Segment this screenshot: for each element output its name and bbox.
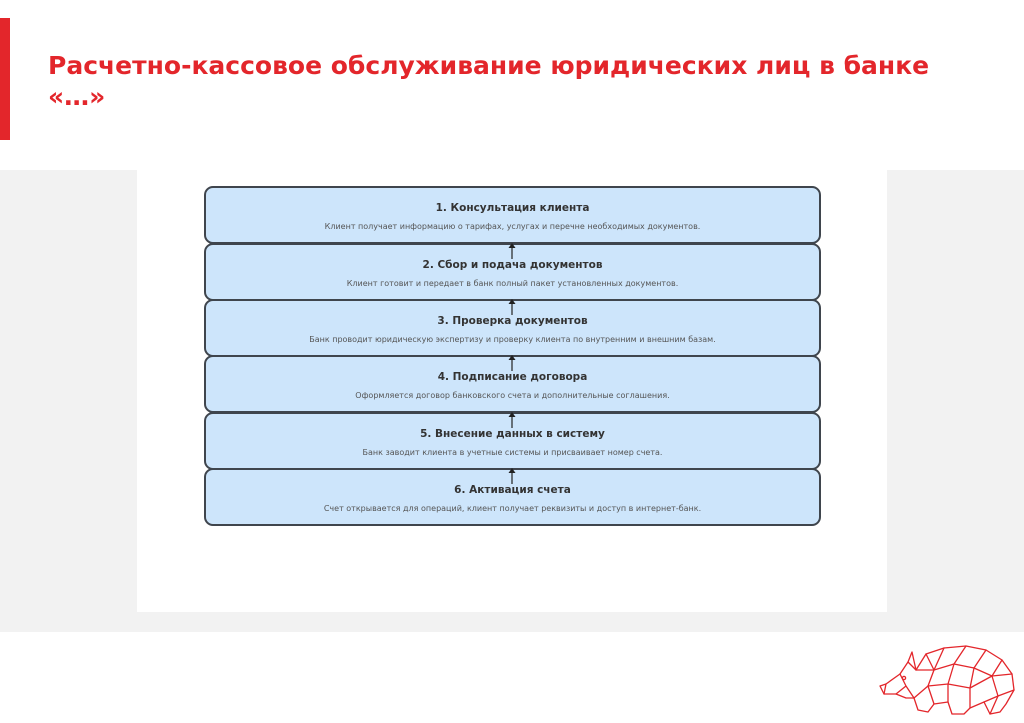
rhino-logo-icon [878, 640, 1020, 718]
step-title: 5. Внесение данных в систему [420, 428, 605, 440]
arrow-up-icon [505, 298, 519, 316]
step-description: Клиент получает информацию о тарифах, услугах и перечне необходимых документов. [324, 222, 701, 231]
arrow-up-icon [505, 354, 519, 372]
arrow-up-icon [505, 411, 519, 429]
step-title: 3. Проверка документов [437, 315, 588, 327]
step-description: Банк проводит юридическую экспертизу и проверку клиента по внутренним и внешним базам. [309, 335, 716, 344]
step-description: Оформляется договор банковского счета и дополнительные соглашения. [355, 391, 670, 400]
step-title: 4. Подписание договора [437, 371, 588, 383]
step-title: 1. Консультация клиента [435, 202, 590, 214]
arrow-up-icon [505, 242, 519, 260]
step-description: Счет открывается для операций, клиент получает реквизиты и доступ в интернет-банк. [323, 504, 702, 513]
slide-title: Расчетно-кассовое обслуживание юридических лиц в банке «…» [48, 51, 930, 111]
step-description: Банк заводит клиента в учетные системы и присваивает номер счета. [362, 448, 663, 457]
step-box-1 [204, 186, 821, 244]
step-title: 2. Сбор и подача документов [422, 259, 603, 271]
step-description: Клиент готовит и передает в банк полный пакет установленных документов. [346, 279, 679, 288]
accent-bar [0, 18, 10, 140]
arrow-up-icon [505, 467, 519, 485]
step-title: 6. Активация счета [454, 484, 571, 496]
